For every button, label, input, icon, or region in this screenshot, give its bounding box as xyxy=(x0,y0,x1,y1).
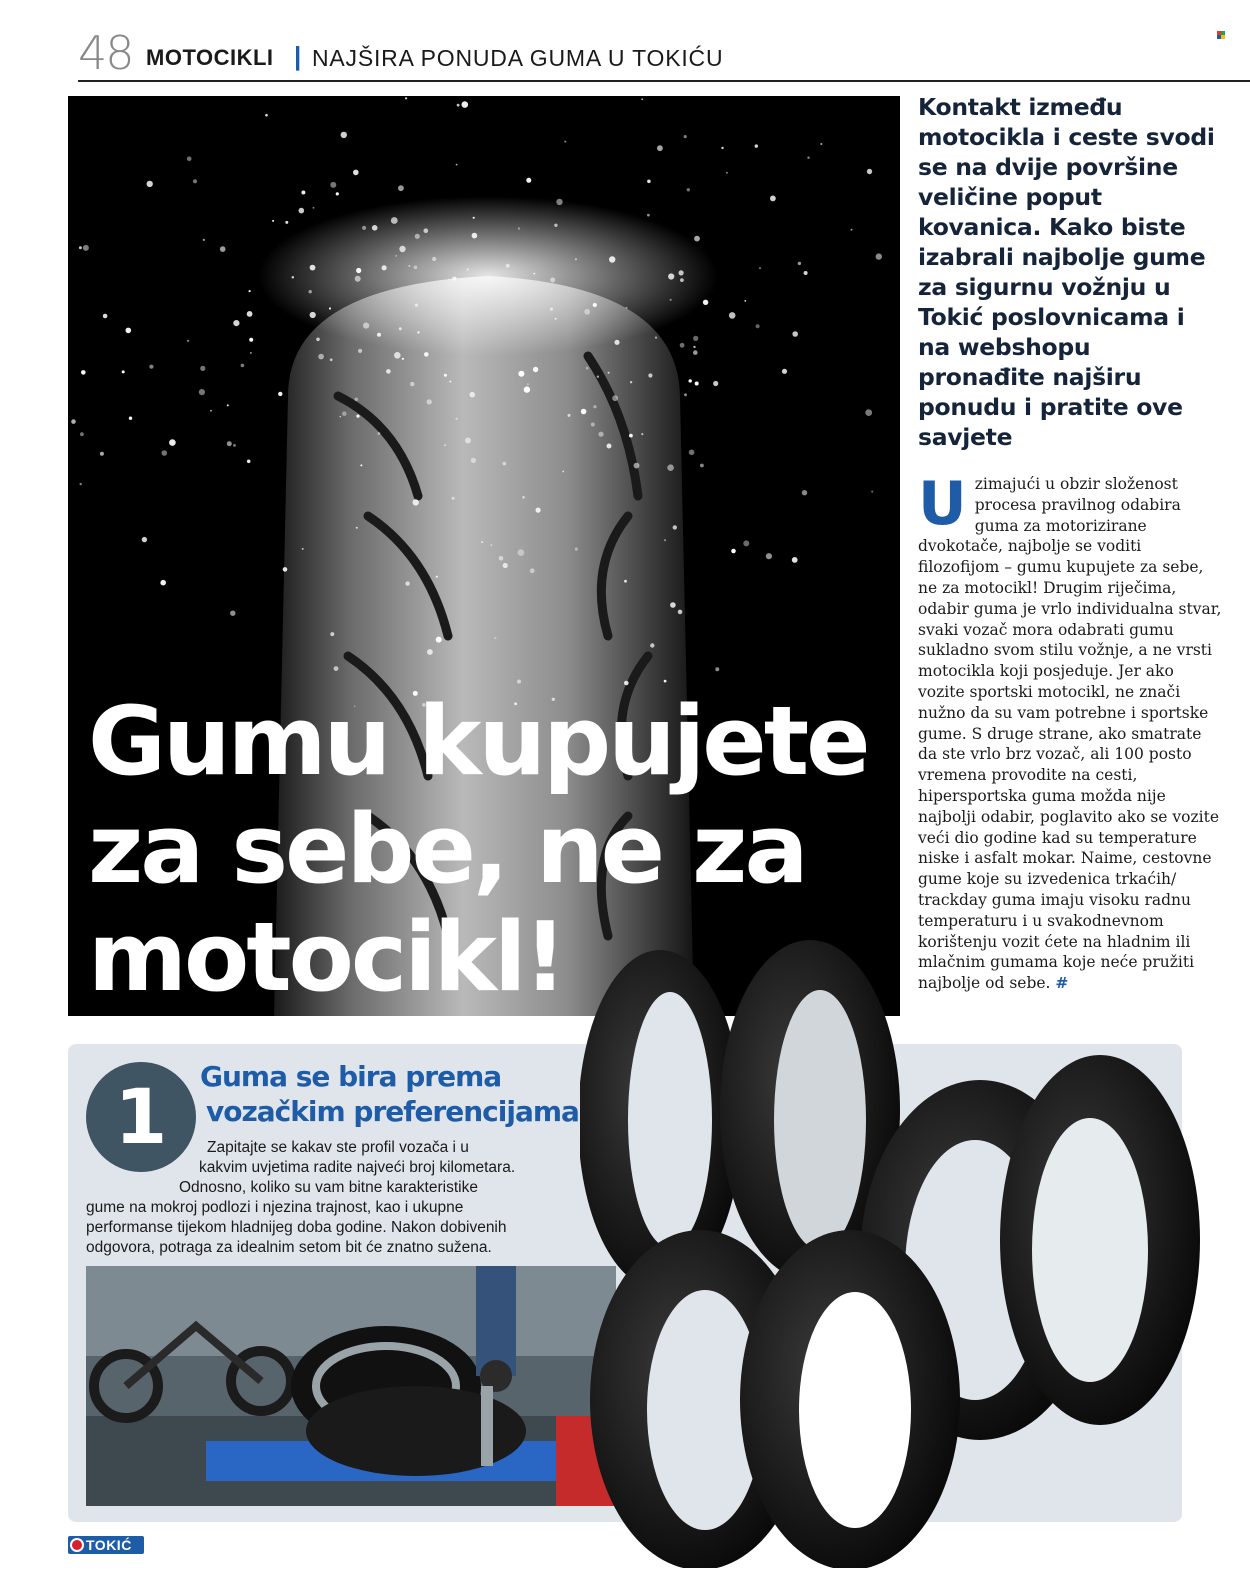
tip-title-line: Guma se bira prema xyxy=(200,1060,502,1093)
tip-title xyxy=(200,1059,580,1129)
section-title: MOTOCIKLI xyxy=(146,45,274,70)
tip-text-line: Zapitajte se kakav ste profil vozača i u xyxy=(207,1139,469,1156)
page-number: 48 xyxy=(78,26,133,80)
workshop-illustration xyxy=(86,1266,616,1506)
logo-dot-icon xyxy=(70,1538,84,1552)
workshop-photo xyxy=(86,1266,616,1506)
tip-text-line: performanse tijekom hladnijeg doba godine. Nakon dobivenih xyxy=(86,1219,507,1236)
tip-text xyxy=(86,1138,586,1258)
page-header xyxy=(78,26,1250,82)
step-number: 1 xyxy=(114,1072,168,1161)
article-body xyxy=(918,469,1224,994)
hero-title-line: za sebe, ne za xyxy=(88,795,806,905)
section-separator: | xyxy=(294,41,302,71)
tip-text-line: Odnosno, koliko su vam bitne karakteristike xyxy=(179,1179,478,1196)
tip-text-line: kakvim uvjetima radite najveći broj kilometara. xyxy=(199,1159,516,1176)
drop-cap: U xyxy=(918,469,967,539)
tire-set-illustration xyxy=(580,940,1220,1568)
tip-title-line: vozačkim preferencijama xyxy=(206,1095,579,1128)
tire-set-photo xyxy=(580,940,1220,1568)
section-subtitle: NAJŠIRA PONUDA GUMA U TOKIĆU xyxy=(312,45,724,71)
brand-logo xyxy=(68,1536,144,1554)
hero-title-line: motocikl! xyxy=(88,903,564,1013)
end-mark: # xyxy=(1055,974,1069,993)
hero-title-line: Gumu kupujete xyxy=(88,687,868,797)
tip-text-line: gume na mokroj podlozi i njezina trajnost, kao i ukupne xyxy=(86,1199,464,1216)
color-mark-icon xyxy=(1217,31,1225,39)
hero-image xyxy=(68,96,900,1016)
lead-paragraph: Kontakt između motocikla i ceste svodi se na dvije površine veličine poput kovanica. Kako biste izabrali najbolje gume za sigurnu vožnju u Tokić poslovnicama i na webshopu pronađite najširu ponudu i pratite ove savjete xyxy=(918,93,1215,451)
article-text: zimajući u obzir složenost procesa pravilnog odabira guma za motorizirane dvokotače, najbolje se voditi filozofijom – gumu kupujete za sebe, ne za motocikl! Drugim riječima, odabir guma je vrlo individualna stvar, svaki vozač mora odabrati gumu sukladno svom stilu vožnje, a ne vrsti motocikla koji posjeduje. Jer ako vozite sportski motocikl, ne znači nužno da su vam potrebne i sportske gume. S druge strane, ako smatrate da ste vrlo brz vozač, ali 100 posto vremena provodite na cesti, hipersportska guma možda nije najbolji odabir, poglavito ako se vozite veći dio godine kad su temperature niske i asfalt mokar. Naime, cestovne gume koje su izvedenica trkaćih/ trackday guma imaju visoku radnu temperaturu i u svakodnevnom korištenju vozit ćete na hladnim ili mlačnim gumama koje neće pružiti najbolje od sebe. xyxy=(918,475,1222,993)
brand-name: TOKIĆ xyxy=(86,1537,132,1553)
tip-text-line: odgovora, potraga za idealnim setom bit će znatno sužena. xyxy=(86,1239,492,1256)
